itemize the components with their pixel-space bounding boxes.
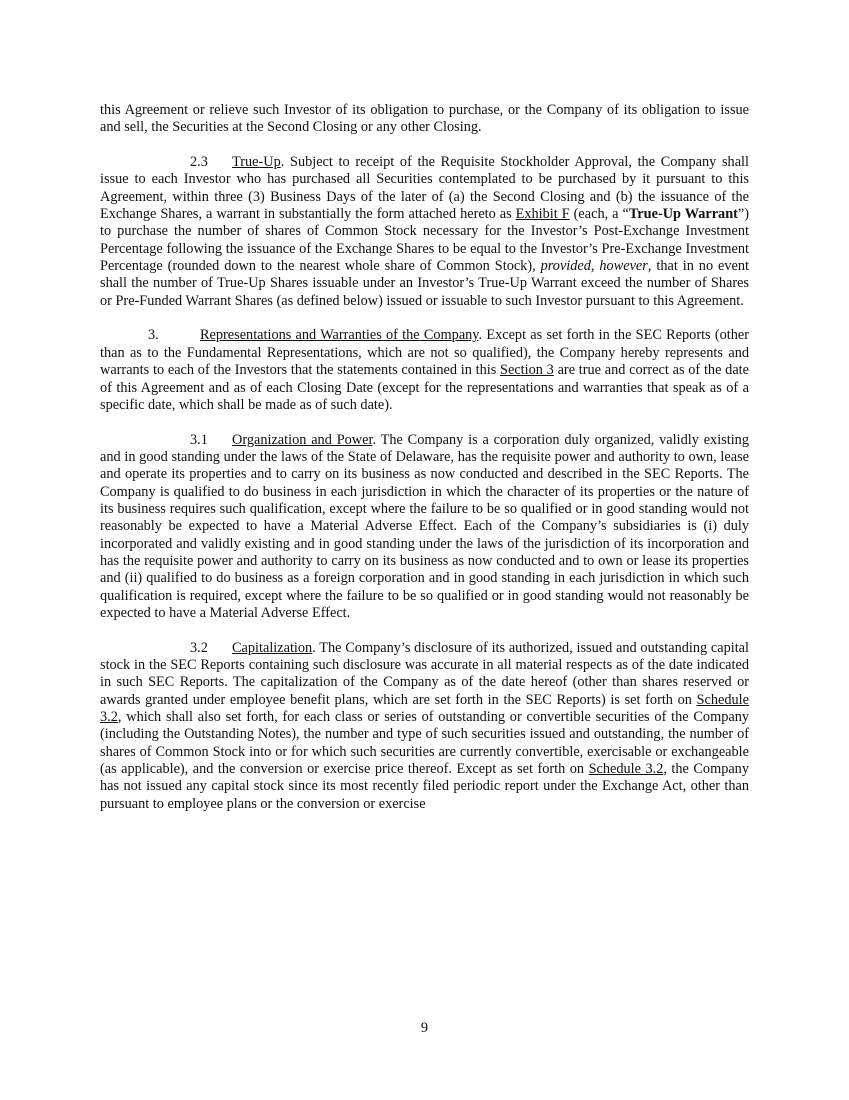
body-text: , the Company has not issued any capital stock since its most recently filed periodic report under the Exchange Act, other than pursuant to employee plans or the conversion or exercise bbox=[100, 761, 749, 812]
body-text: . The Company is a corporation duly organized, validly existing and in good standing under the laws of the State of Delaware, has the requisite power and authority to own, lease and operate its properties and to carry on its business as now conducted and described in the SEC Reports. The Company is qualified to do business in each jurisdiction in which the character of its properties or the nature of its business requires such qualification, except where the failure to be so qualified or in good standing would not reasonably be expected to have a Material Adverse Effect. Each of the Company’s subsidiaries is (i) duly incorporated and validly existing and in good standing under the laws of the jurisdiction of its incorporation and has the requisite power and authority to carry on its business as now conducted and to own or lease its properties and (ii) qualified to do business as a foreign corporation and in good standing in each jurisdiction in which such qualification is required, except where the failure to be so qualified or in good standing would not reasonably be expected to have a Material Adverse Effect. bbox=[100, 431, 749, 621]
body-text: , which shall also set forth, for each class or series of outstanding or convertible securities of the Company (including the Outstanding Notes), the number and type of such securities issued and outstanding, the number of shares of Common Stock into or for which such securities are currently convertible, exercisable or exchangeable (as applicable), and the conversion or exercise price thereof. Except as set forth on bbox=[100, 709, 749, 778]
body-text: . The Company’s disclosure of its authorized, issued and outstanding capital stock in the SEC Reports containing such disclosure was accurate in all material respects as of the date indicated in such SEC Reports. The capitalization of the Company as of the date hereof (other than shares reserved or awards granted under employee benefit plans, which are set forth in the SEC Reports) is set forth on bbox=[100, 639, 749, 708]
section-number: 3.2 bbox=[190, 639, 208, 656]
section-3-1 bbox=[100, 432, 749, 623]
document-body bbox=[100, 102, 749, 813]
paragraph-continuation: this Agreement or relieve such Investor of its obligation to purchase, or the Company of its obligation to issue and sell, the Securities at the Second Closing or any other Closing. bbox=[100, 102, 749, 136]
schedule-reference: Schedule 3.2 bbox=[100, 691, 749, 726]
exhibit-reference: Exhibit F bbox=[515, 206, 570, 223]
section-heading: Capitalization bbox=[232, 639, 313, 656]
body-text: , that in no event shall the number of True-Up Shares issuable under an Investor’s True-Up Warrant exceed the number of Shares or Pre-Funded Warrant Shares (as defined below) issued or issuable to such Investor pursuant to this Agreement. bbox=[100, 258, 749, 309]
section-heading: Representations and Warranties of the Company bbox=[200, 327, 479, 344]
body-text: . Except as set forth in the SEC Reports (other than as to the Fundamental Representations, which are not so qualified), the Company hereby represents and warrants to each of the Investors that the statements contained in this bbox=[100, 327, 749, 379]
section-heading: True-Up bbox=[232, 154, 281, 171]
section-3-2 bbox=[100, 640, 749, 813]
body-text: . Subject to receipt of the Requisite Stockholder Approval, the Company shall issue to each Investor who has purchased all Securities contemplated to be purchased by it pursuant to this Agreement, within three (3) Business Days of the later of (a) the Second Closing and (b) the issuance of the Exchange Shares, a warrant in substantially the form attached hereto as bbox=[100, 154, 749, 223]
defined-term: True-Up Warrant bbox=[628, 206, 738, 223]
body-text: ”) to purchase the number of shares of Common Stock necessary for the Investor’s Post-Exchange Investment Percentage following the issuance of the Exchange Shares to be equal to the Investor’s Pre-Exchange Investment Percentage (rounded down to the nearest whole share of Common Stock), bbox=[100, 206, 750, 275]
body-text: are true and correct as of the date of this Agreement and as of each Closing Date (except for the representations and warranties that speak as of a specific date, which shall be made as of such date). bbox=[100, 362, 749, 413]
section-heading: Organization and Power bbox=[232, 431, 373, 448]
section-2-3 bbox=[100, 154, 749, 310]
schedule-reference: Schedule 3.2 bbox=[588, 761, 664, 778]
proviso-text: provided, however bbox=[540, 258, 648, 275]
section-reference: Section 3 bbox=[500, 362, 554, 379]
section-number: 3.1 bbox=[190, 431, 208, 448]
body-text: (each, a “ bbox=[569, 206, 629, 223]
page-number: 9 bbox=[420, 1020, 429, 1036]
section-number: 3. bbox=[148, 327, 159, 344]
section-number: 2.3 bbox=[190, 154, 208, 171]
section-3 bbox=[100, 327, 749, 414]
